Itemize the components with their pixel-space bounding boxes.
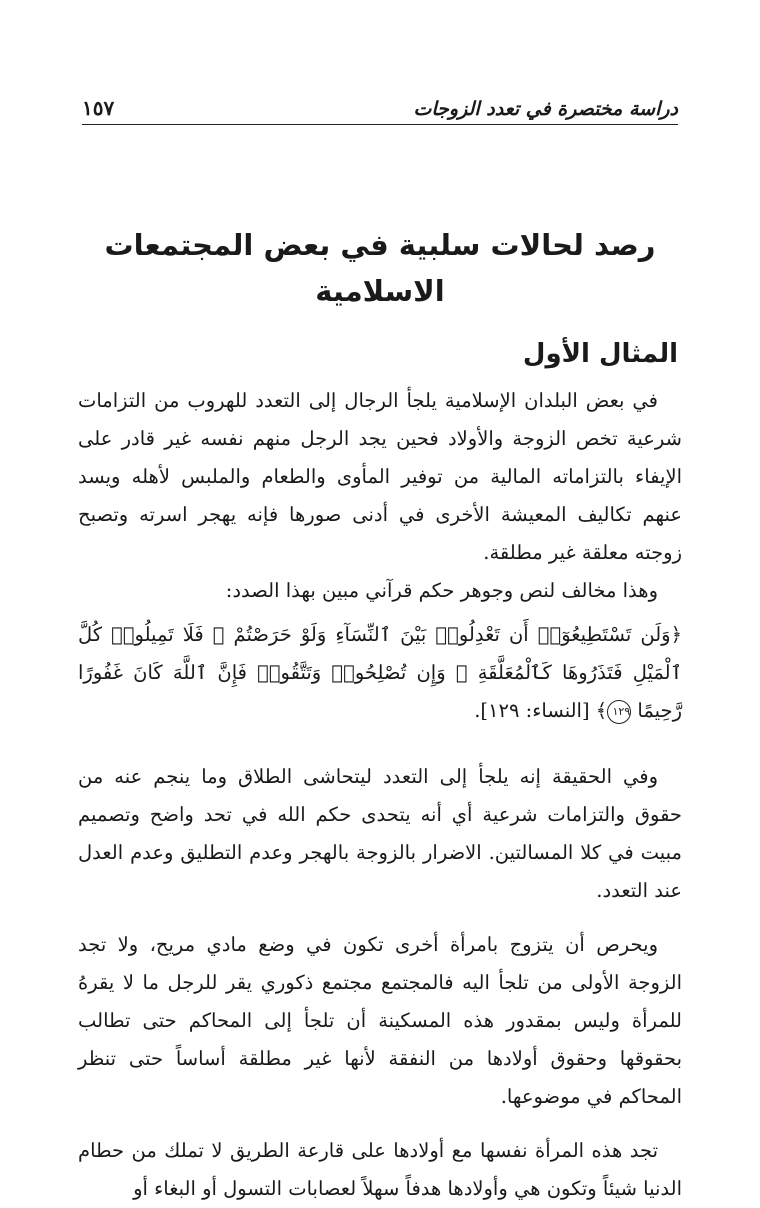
paragraph-2: وهذا مخالف لنص وجوهر حكم قرآني مبين بهذا الصدد: (225, 579, 658, 602)
paragraph-5: تجد هذه المرأة نفسها مع أولادها على قارعة الطريق لا تملك من حطام الدنيا شيئاً وتكون هي وأولادها هدفاً سهلاً لعصابات التسول أو البغاء أو (78, 1139, 682, 1200)
quran-close-bracket: ﴾ (595, 699, 608, 722)
page-number: ١٥٧ (82, 96, 115, 120)
spacer (78, 1116, 682, 1132)
ayah-number-badge: ١٢٩ (607, 700, 631, 724)
chapter-title-line-1: رصد لحالات سلبية في بعض المجتمعات (104, 228, 656, 262)
header-title: دراسة مختصرة في تعدد الزوجات (413, 98, 678, 120)
paragraph-3: وفي الحقيقة إنه يلجأ إلى التعدد ليتحاشى الطلاق وما ينجم عنه من حقوق والتزامات شرعية أي أنه يتحدى حكم الله في تحد واضح وتصميم مبيت في كلا المسالتين. الاضرار بالزوجة بالهجر وعدم التطليق وعدم العدل عند التعدد. (78, 765, 682, 902)
spacer (78, 730, 682, 758)
body-text (78, 382, 682, 1208)
section-title: المثال الأول (522, 339, 678, 369)
paragraph-1: في بعض البلدان الإسلامية يلجأ الرجال إلى التعدد للهروب من التزامات شرعية تخص الزوجة والأولاد فحين يجد الرجل منهم نفسه غير قادر على الإيفاء بالتزاماته المالية من توفير المأوى والطعام والملبس لأهله ويسد عنهم تكاليف المعيشة الأخرى في أدنى صورها فإنه يهجر اسرته وتصبح زوجته معلقة غير مطلقة. (78, 389, 682, 564)
paragraph-4: ويحرص أن يتزوج بامرأة أخرى تكون في وضع مادي مريح، ولا تجد الزوجة الأولى من تلجأ اليه فالمجتمع مجتمع ذكوري يقر للرجل ما لا يقرهُ للمرأة وليس بمقدور هذه المسكينة أن تلجأ إلى المحاكم حتى تطالب بحقوقها وحقوق أولادها من النفقة لأنها غير مطلقة أساساً حتى تنظر المحاكم في موضوعها. (78, 933, 682, 1108)
running-header (82, 86, 678, 125)
spacer (78, 910, 682, 926)
quran-verse (78, 616, 682, 730)
quran-reference: [النساء: ١٢٩]. (474, 699, 590, 722)
quran-open-bracket: ﴿ (670, 623, 682, 646)
quran-verse-text: وَلَن تَسْتَطِيعُوٓا۟ أَن تَعْدِلُوا۟ بَيْنَ ٱلنِّسَآءِ وَلَوْ حَرَصْتُمْ ۖ فَلَا تَمِيلُوا۟ كُلَّ ٱلْمَيْلِ فَتَذَرُوهَا كَٱلْمُعَلَّقَةِ ۚ وَإِن تُصْلِحُوا۟ وَتَتَّقُوا۟ فَإِنَّ ٱللَّهَ كَانَ غَفُورًا رَّحِيمًا (78, 623, 682, 722)
chapter-title-line-2: الاسلامية (315, 274, 445, 308)
chapter-title (100, 222, 660, 314)
